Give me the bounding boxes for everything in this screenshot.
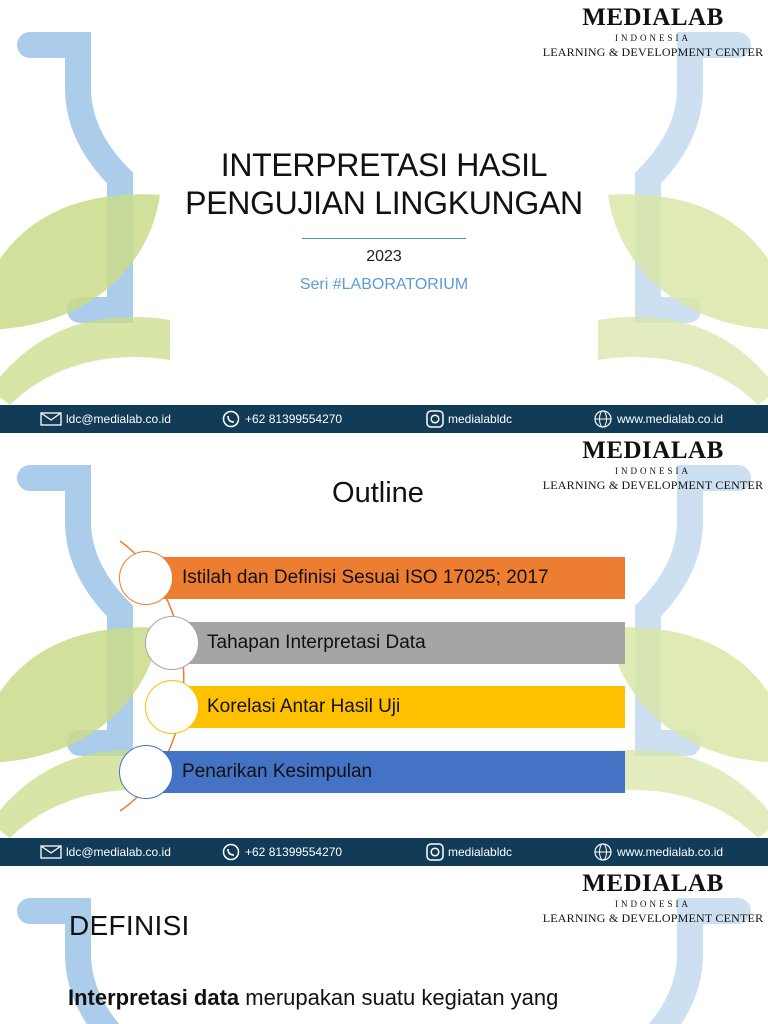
medialab-logo: [542, 4, 764, 59]
footer-phone[interactable]: [221, 843, 342, 861]
slide-definisi: [0, 866, 768, 1024]
globe-icon: [593, 843, 613, 861]
footer-instagram-text: medialabldc: [448, 412, 513, 426]
logo-sub-text: INDONESIA: [615, 466, 691, 476]
instagram-icon: [426, 843, 444, 861]
slide-title-text: [134, 146, 634, 222]
footer-email[interactable]: [40, 410, 171, 428]
instagram-icon: [426, 410, 444, 428]
slide-title: [0, 0, 768, 433]
footer-phone-text: +62 81399554270: [245, 845, 343, 859]
outline-item-1-label: Istilah dan Definisi Sesuai ISO 17025; 2017: [182, 567, 549, 588]
footer-instagram[interactable]: [426, 843, 512, 861]
footer-website[interactable]: [593, 843, 723, 861]
outline-item-2: [172, 622, 625, 664]
logo-tagline: LEARNING & DEVELOPMENT CENTER: [542, 478, 764, 492]
footer-instagram[interactable]: [426, 410, 512, 428]
outline-bullet-2: [145, 616, 199, 670]
logo-sub-text: INDONESIA: [615, 33, 691, 43]
definisi-title: DEFINISI: [69, 910, 190, 941]
footer-website-text: www.medialab.co.id: [617, 845, 724, 859]
outline-item-3-label: Korelasi Antar Hasil Uji: [207, 696, 401, 717]
logo-main-text: MEDIALAB: [582, 870, 724, 897]
outline-item-1: [148, 557, 625, 599]
mail-icon: [40, 845, 62, 859]
footer-email[interactable]: [40, 843, 171, 861]
title-line-1: INTERPRETASI HASIL: [220, 147, 548, 183]
footer-phone[interactable]: [221, 410, 342, 428]
series-text: Seri #LABORATORIUM: [299, 276, 469, 293]
definisi-body: merupakan suatu kegiatan yang: [239, 985, 559, 1010]
outline-bullet-1: [119, 551, 173, 605]
logo-main-text: MEDIALAB: [582, 437, 724, 464]
outline-item-2-label: Tahapan Interpretasi Data: [207, 632, 426, 653]
footer-bar: [0, 405, 768, 433]
title-divider: [302, 238, 466, 239]
outline-item-3: [172, 686, 625, 728]
logo-sub-text: INDONESIA: [615, 899, 691, 909]
logo-tagline: LEARNING & DEVELOPMENT CENTER: [542, 911, 764, 925]
mail-icon: [40, 412, 62, 426]
outline-item-4: [148, 751, 625, 793]
footer-phone-text: +62 81399554270: [245, 412, 343, 426]
footer-bar: [0, 838, 768, 866]
medialab-logo: [542, 437, 764, 492]
definisi-text: [68, 984, 688, 1012]
whatsapp-icon: [221, 410, 241, 428]
logo-main-text: MEDIALAB: [582, 4, 724, 31]
footer-instagram-text: medialabldc: [448, 845, 513, 859]
footer-website-text: www.medialab.co.id: [617, 412, 724, 426]
outline-title: Outline: [332, 477, 424, 509]
definisi-term: Interpretasi data: [68, 985, 240, 1010]
footer-website[interactable]: [593, 410, 723, 428]
outline-item-4-label: Penarikan Kesimpulan: [182, 761, 373, 782]
year-text: 2023: [366, 248, 402, 265]
whatsapp-icon: [221, 843, 241, 861]
footer-email-text: ldc@medialab.co.id: [66, 845, 171, 859]
medialab-logo: [542, 870, 764, 925]
globe-icon: [593, 410, 613, 428]
outline-bullet-3: [145, 680, 199, 734]
title-line-2: PENGUJIAN LINGKUNGAN: [185, 185, 583, 221]
slide-outline: [0, 433, 768, 866]
footer-email-text: ldc@medialab.co.id: [66, 412, 171, 426]
outline-bullet-4: [119, 745, 173, 799]
logo-tagline: LEARNING & DEVELOPMENT CENTER: [542, 45, 764, 59]
